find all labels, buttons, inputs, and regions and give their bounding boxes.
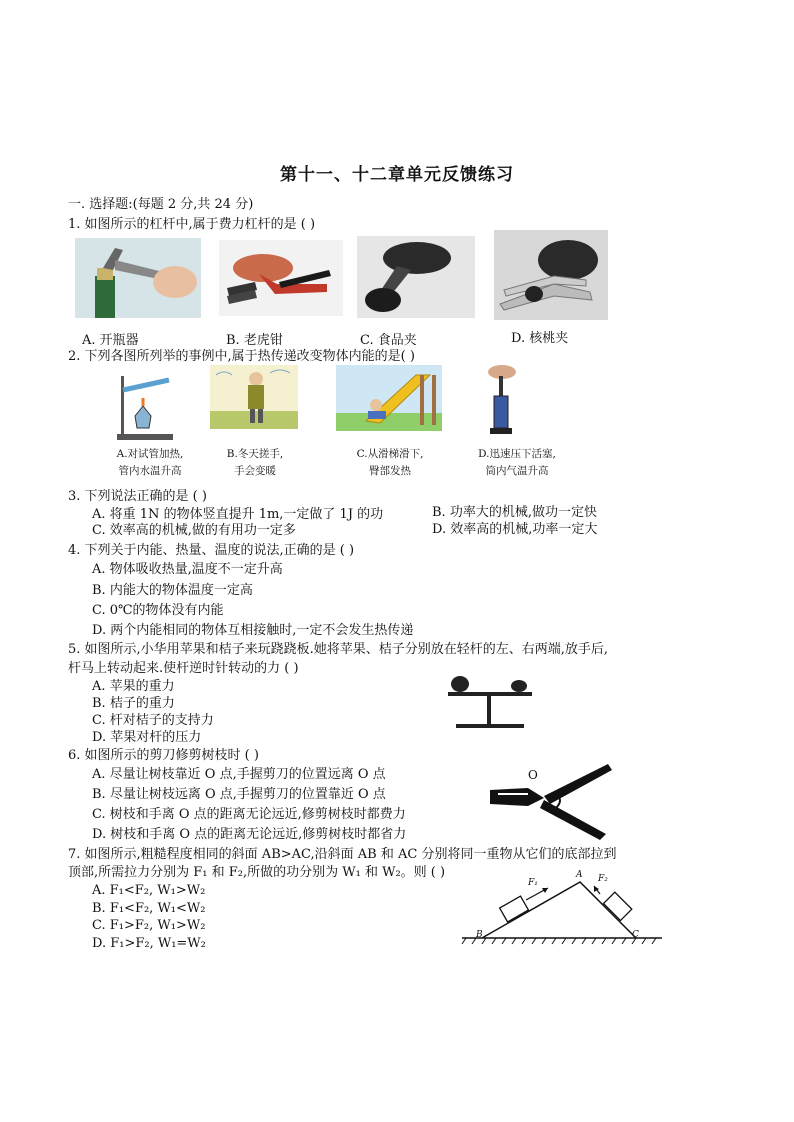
q1-image-pliers — [219, 240, 343, 316]
q7-label-c: C — [632, 930, 639, 940]
q2-image-piston — [480, 364, 520, 442]
q5-figure-seesaw — [440, 668, 540, 734]
q2-caption-a: A.对试管加热, 管内水温升高 — [116, 448, 184, 477]
q2-caption-b: B.冬天搓手, 手会变暖 — [226, 448, 284, 477]
q1-image-bottle-opener — [75, 238, 201, 318]
q5-option-b: B. 桔子的重力 — [92, 696, 175, 711]
q1-stem: 1. 如图所示的杠杆中,属于费力杠杆的是 ( ) — [68, 217, 316, 232]
q7-option-c: C. F₁>F₂, W₁>W₂ — [92, 918, 206, 933]
q4-option-c: C. 0℃的物体没有内能 — [92, 603, 224, 618]
q2-image-slide — [336, 365, 442, 431]
q6-option-c: C. 树枝和手离 O 点的距离无论远近,修剪树枝时都费力 — [92, 807, 406, 822]
q6-stem: 6. 如图所示的剪刀修剪树枝时 ( ) — [68, 748, 259, 763]
q3-option-b: B. 功率大的机械,做功一定快 — [432, 505, 597, 520]
q7-label-a: A — [576, 870, 583, 880]
q5-option-a: A. 苹果的重力 — [92, 679, 175, 694]
q3-option-d: D. 效率高的机械,功率一定大 — [432, 522, 598, 537]
q6-option-d: D. 树枝和手离 O 点的距离无论远近,修剪树枝时都省力 — [92, 827, 407, 842]
q7-stem-line1: 7. 如图所示,粗糙程度相同的斜面 AB>AC,沿斜面 AB 和 AC 分别将同一重物从它们的底部拉到 — [68, 847, 617, 862]
q1-option-c: C. 食品夹 — [360, 333, 417, 348]
q7-figure-inclines — [458, 872, 664, 950]
q7-option-d: D. F₁>F₂, W₁=W₂ — [92, 936, 206, 951]
q5-stem-line1: 5. 如图所示,小华用苹果和桔子来玩跷跷板.她将苹果、桔子分别放在轻杆的左、右两端,放手后, — [68, 642, 609, 657]
q4-option-d: D. 两个内能相同的物体互相接触时,一定不会发生热传递 — [92, 623, 414, 638]
q3-option-a: A. 将重 1N 的物体竖直提升 1m,一定做了 1J 的功 — [92, 507, 384, 522]
q1-option-a: A. 开瓶器 — [82, 333, 139, 348]
q6-option-b: B. 尽量让树枝远离 O 点,手握剪刀的位置靠近 O 点 — [92, 787, 386, 802]
q3-option-c: C. 效率高的机械,做的有用功一定多 — [92, 523, 296, 538]
page-title: 第十一、十二章单元反馈练习 — [280, 165, 514, 185]
q2-image-rubbing-hands — [210, 365, 298, 429]
q5-option-c: C. 杆对桔子的支持力 — [92, 713, 214, 728]
q2-caption-c: C.从滑梯滑下, 臀部发热 — [356, 448, 424, 477]
q1-option-b: B. 老虎钳 — [226, 333, 283, 348]
q4-option-a: A. 物体吸收热量,温度不一定升高 — [92, 562, 283, 577]
q7-label-b: B — [476, 930, 483, 940]
q7-label-f2: F₂ — [598, 874, 608, 884]
q7-label-f1: F₁ — [528, 878, 538, 888]
q2-caption-d: D.迅速压下活塞, 筒内气温升高 — [478, 448, 556, 477]
q2-image-heating-tube — [113, 368, 177, 444]
q4-option-b: B. 内能大的物体温度一定高 — [92, 583, 253, 598]
q5-stem-line2: 杆马上转动起来.使杆逆时针转动的力 ( ) — [68, 661, 299, 676]
q6-option-a: A. 尽量让树枝靠近 O 点,手握剪刀的位置远离 O 点 — [92, 767, 386, 782]
q4-stem: 4. 下列关于内能、热量、温度的说法,正确的是 ( ) — [68, 543, 355, 558]
q6-figure-pruning-shears — [488, 760, 614, 840]
q1-image-nutcracker — [494, 230, 608, 320]
q7-option-b: B. F₁<F₂, W₁<W₂ — [92, 901, 206, 916]
q1-image-food-tongs — [357, 236, 475, 318]
q7-stem-line2: 顶部,所需拉力分别为 F₁ 和 F₂,所做的功分别为 W₁ 和 W₂。则 ( ) — [68, 865, 446, 880]
q2-stem: 2. 下列各图所列举的事例中,属于热传递改变物体内能的是( ) — [68, 349, 415, 364]
q7-option-a: A. F₁<F₂, W₁>W₂ — [92, 883, 206, 898]
q5-option-d: D. 苹果对杆的压力 — [92, 730, 202, 745]
q6-pivot-label-o: O — [528, 768, 538, 782]
q3-stem: 3. 下列说法正确的是 ( ) — [68, 489, 207, 504]
section-heading: 一. 选择题:(每题 2 分,共 24 分) — [68, 197, 254, 212]
q1-option-d: D. 核桃夹 — [511, 331, 569, 346]
